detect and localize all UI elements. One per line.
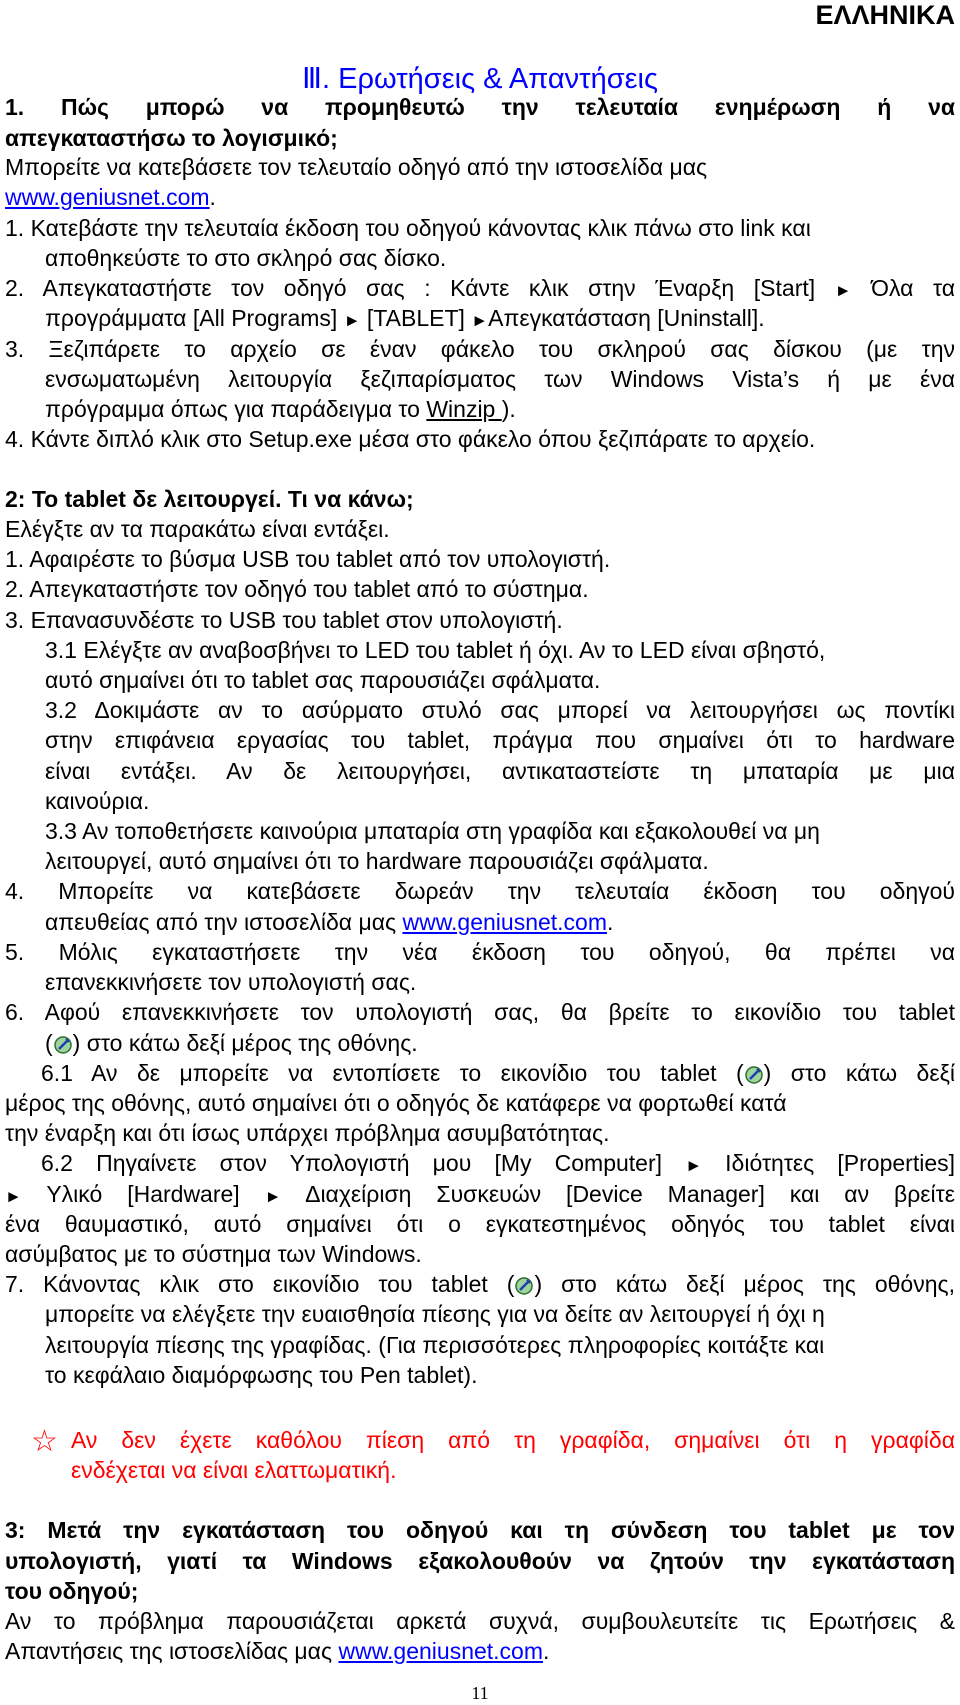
q2-step2: 2. Απεγκαταστήστε τον οδηγό του tablet από το σύστημα. xyxy=(5,576,589,602)
q1-step3-line3: πρόγραμμα όπως για παράδειγμα το Winzip ). xyxy=(45,396,516,422)
q2-step62-line3: ένα θαυμαστικό, αυτό σημαίνει ότι ο εγκατεστημένος οδηγός του tablet είναι xyxy=(5,1211,955,1237)
q3-title-line3: του οδηγού; xyxy=(5,1578,139,1604)
q2-step61-line2: μέρος της οθόνης, αυτό σημαίνει ότι ο οδηγός δε κατάφερε να φορτωθεί κατά xyxy=(5,1090,787,1116)
q3-title-line2: υπολογιστή, γιατί τα Windows εξακολουθούν να ζητούν την εγκατάσταση xyxy=(5,1548,955,1574)
q3-title-line1: 3: Μετά την εγκατάσταση του οδηγού και τη σύνδεση του tablet με τον xyxy=(5,1517,955,1543)
tablet-tray-icon xyxy=(53,1035,73,1055)
page-number: 11 xyxy=(471,1683,489,1703)
q1-step1-line1: 1. Κατεβάστε την τελευταία έκδοση του οδηγού κάνοντας κλικ πάνω στο link και xyxy=(5,215,811,241)
q2-step31-line2: αυτό σημαίνει ότι το tablet σας παρουσιάζει σφάλματα. xyxy=(45,667,601,693)
q1-step3-line1: 3. Ξεζιπάρετε το αρχείο σε έναν φάκελο του σκληρού σας δίσκου (με την xyxy=(5,336,955,362)
q2-step61-line3: την έναρξη και ότι ίσως υπάρχει πρόβλημα ασυμβατότητας. xyxy=(5,1120,610,1146)
q1-title-line1: 1. Πώς μπορώ να προμηθευτώ την τελευταία ενημέρωση ή να xyxy=(5,94,955,120)
q2-title: 2: Το tablet δε λειτουργεί. Τι να κάνω; xyxy=(5,486,414,512)
q1-step4: 4. Κάντε διπλό κλικ στο Setup.exe μέσα στο φάκελο όπου ξεζιπάρατε το αρχείο. xyxy=(5,426,816,452)
geniusnet-link[interactable]: www.geniusnet.com xyxy=(402,909,608,935)
arrow-icon: ► xyxy=(5,1187,22,1206)
q1-step2-line1: 2. Απεγκαταστήστε τον οδηγό σας : Κάντε κλικ στην Έναρξη [Start] ► Όλα τα xyxy=(5,275,956,301)
q2-step62-line4: ασύμβατος με το σύστημα των Windows. xyxy=(5,1241,422,1267)
geniusnet-link[interactable]: www.geniusnet.com xyxy=(338,1638,544,1664)
q2-step32-line4: καινούρια. xyxy=(45,788,150,814)
section-title: Ⅲ. Ερωτήσεις & Απαντήσεις xyxy=(302,63,658,95)
period: . xyxy=(209,184,216,210)
arrow-icon: ► xyxy=(685,1156,703,1175)
winzip-link[interactable]: Winzip xyxy=(426,396,502,422)
tablet-tray-icon xyxy=(514,1276,534,1296)
geniusnet-link[interactable]: www.geniusnet.com xyxy=(5,184,210,210)
q2-step3: 3. Επανασυνδέστε το USB του tablet στον υπολογιστή. xyxy=(5,607,563,633)
q2-step7-line4: το κεφάλαιο διαμόρφωσης του Pen tablet). xyxy=(45,1362,478,1388)
q2-intro: Ελέγξτε αν τα παρακάτω είναι εντάξει. xyxy=(5,516,390,542)
star-icon: ☆ xyxy=(31,1425,58,1458)
q2-step4-line2: απευθείας από την ιστοσελίδα μας www.geniusnet.com. xyxy=(45,909,614,935)
warning-line2: ενδέχεται να είναι ελαττωματική. xyxy=(71,1457,397,1483)
q2-step32-line2: στην επιφάνεια εργασίας του tablet, πράγμα που σημαίνει ότι το hardware xyxy=(45,727,955,753)
q2-step6-line2: ( ) στο κάτω δεξί μέρος της οθόνης. xyxy=(45,1030,418,1056)
q2-step7-line1: 7. Κάνοντας κλικ στο εικονίδιο του tablet ( ) στο κάτω δεξί μέρος της οθόνης, xyxy=(5,1271,955,1297)
q2-step4-line1: 4. Μπορείτε να κατεβάσετε δωρεάν την τελευταία έκδοση του οδηγού xyxy=(5,878,955,904)
q2-step61-line1: 6.1 Αν δε μπορείτε να εντοπίσετε το εικονίδιο του tablet ( ) στο κάτω δεξί xyxy=(41,1060,955,1086)
q2-step7-line3: λειτουργία πίεσης της γραφίδας. (Για περισσότερες πληροφορίες κοιτάξτε και xyxy=(45,1332,825,1358)
q2-step32-line1: 3.2 Δοκιμάστε αν το ασύρματο στυλό σας μπορεί να λειτουργήσει ως ποντίκι xyxy=(45,697,955,723)
tablet-tray-icon xyxy=(744,1065,764,1085)
q2-step62-line2: ► Υλικό [Hardware] ► Διαχείριση Συσκευών [Device Manager] και αν βρείτε xyxy=(5,1181,955,1207)
arrow-icon: ► xyxy=(834,281,852,300)
q2-step5-line2: επανεκκινήσετε τον υπολογιστή σας. xyxy=(45,969,417,995)
q1-step1-line2: αποθηκεύστε το στο σκληρό σας δίσκο. xyxy=(45,245,447,271)
q1-link-line xyxy=(5,182,216,212)
q2-step62-line1: 6.2 Πηγαίνετε στον Υπολογιστή μου [My Computer] ► Ιδιότητες [Properties] xyxy=(41,1150,955,1176)
q1-intro: Μπορείτε να κατεβάσετε τον τελευταίο οδηγό από την ιστοσελίδα μας xyxy=(5,154,708,180)
q2-step33-line2: λειτουργεί, αυτό σημαίνει ότι το hardware παρουσιάζει σφάλματα. xyxy=(45,848,709,874)
q3-answer-line1: Αν το πρόβλημα παρουσιάζεται αρκετά συχνά, συμβουλευτείτε τις Ερωτήσεις & xyxy=(5,1608,955,1634)
q2-step31-line1: 3.1 Ελέγξτε αν αναβοσβήνει το LED του tablet ή όχι. Αν το LED είναι σβηστό, xyxy=(45,637,826,663)
q2-step1: 1. Αφαιρέστε το βύσμα USB του tablet από τον υπολογιστή. xyxy=(5,546,611,572)
q1-step3-line2: ενσωματωμένη λειτουργία ξεζιπαρίσματος των Windows Vista’s ή με ένα xyxy=(45,366,955,392)
warning-line1: Αν δεν έχετε καθόλου πίεση από τη γραφίδα, σημαίνει ότι η γραφίδα xyxy=(71,1427,955,1453)
arrow-icon: ► xyxy=(264,1187,282,1206)
q3-answer-line2: Απαντήσεις της ιστοσελίδας μας www.geniusnet.com. xyxy=(5,1638,550,1664)
q2-step32-line3: είναι εντάξει. Αν δε λειτουργήσει, αντικαταστείστε τη μπαταρία με μια xyxy=(45,758,955,784)
q1-title-line2: απεγκαταστήσω το λογισμικό; xyxy=(5,125,338,151)
q2-step5-line1: 5. Μόλις εγκαταστήσετε την νέα έκδοση του οδηγού, θα πρέπει να xyxy=(5,939,955,965)
q2-step33-line1: 3.3 Αν τοποθετήσετε καινούρια μπαταρία στη γραφίδα και εξακολουθεί να μη xyxy=(45,818,820,844)
q2-step7-line2: μπορείτε να ελέγξετε την ευαισθησία πίεσης για να δείτε αν λειτουργεί ή όχι η xyxy=(45,1301,825,1327)
q2-step6-line1: 6. Αφού επανεκκινήσετε τον υπολογιστή σας, θα βρείτε το εικονίδιο του tablet xyxy=(5,999,955,1025)
arrow-icon: ► xyxy=(471,311,489,330)
q1-step2-line2: προγράμματα [All Programs] ► [TABLET] ►Απεγκατάσταση [Uninstall]. xyxy=(45,305,765,331)
arrow-icon: ► xyxy=(343,311,361,330)
language-header: ΕΛΛΗΝΙΚΑ xyxy=(815,0,955,30)
